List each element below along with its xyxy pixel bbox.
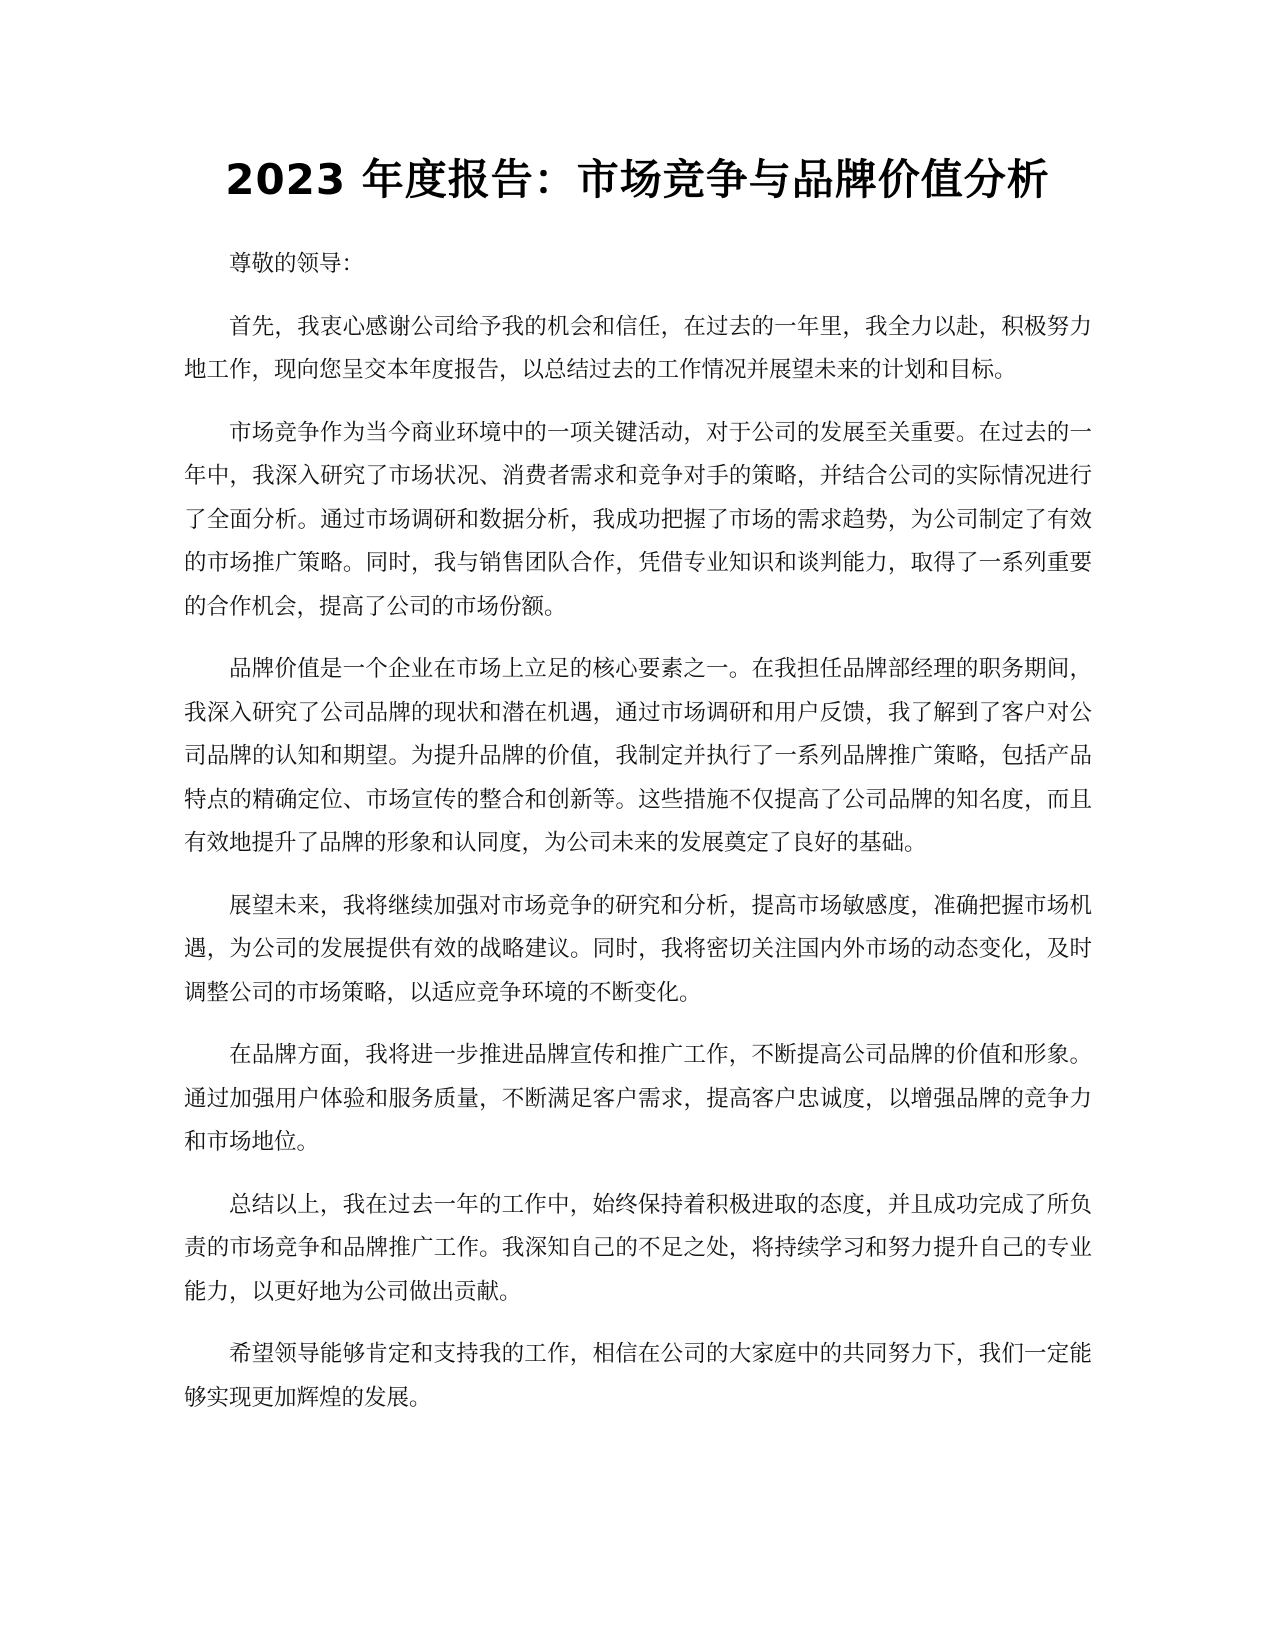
paragraph-summary: 总结以上，我在过去一年的工作中，始终保持着积极进取的态度，并且成功完成了所负责的市场竞争和品牌推广工作。我深知自己的不足之处，将持续学习和努力提升自己的专业能力，以更好地为公司做出贡献。 (184, 1191, 1092, 1305)
document-body (184, 243, 1092, 1439)
document-title: 2023 年度报告：市场竞争与品牌价值分析 (225, 155, 1050, 204)
paragraph-brand-plan: 在品牌方面，我将进一步推进品牌宣传和推广工作，不断提高公司品牌的价值和形象。通过加强用户体验和服务质量，不断满足客户需求，提高客户忠诚度，以增强品牌的竞争力和市场地位。 (184, 1042, 1092, 1155)
paragraph-outlook: 展望未来，我将继续加强对市场竞争的研究和分析，提高市场敏感度，准确把握市场机遇，为公司的发展提供有效的战略建议。同时，我将密切关注国内外市场的动态变化，及时调整公司的市场策略，以适应竞争环境的不断变化。 (184, 892, 1092, 1006)
salutation: 尊敬的领导： (229, 251, 365, 277)
paragraph-brand-value: 品牌价值是一个企业在市场上立足的核心要素之一。在我担任品牌部经理的职务期间，我深入研究了公司品牌的现状和潜在机遇，通过市场调研和用户反馈，我了解到了客户对公司品牌的认知和期望。为提升品牌的价值，我制定并执行了一系列品牌推广策略，包括产品特点的精确定位、市场宣传的整合和创新等。这些措施不仅提高了公司品牌的知名度，而且有效地提升了品牌的形象和认同度，为公司未来的发展奠定了良好的基础。 (184, 656, 1092, 856)
paragraph-market-competition: 市场竞争作为当今商业环境中的一项关键活动，对于公司的发展至关重要。在过去的一年中，我深入研究了市场状况、消费者需求和竞争对手的策略，并结合公司的实际情况进行了全面分析。通过市场调研和数据分析，我成功把握了市场的需求趋势，为公司制定了有效的市场推广策略。同时，我与销售团队合作，凭借专业知识和谈判能力，取得了一系列重要的合作机会，提高了公司的市场份额。 (184, 419, 1092, 620)
paragraph-closing: 希望领导能够肯定和支持我的工作，相信在公司的大家庭中的共同努力下，我们一定能够实现更加辉煌的发展。 (184, 1341, 1092, 1411)
paragraph-gratitude: 首先，我衷心感谢公司给予我的机会和信任，在过去的一年里，我全力以赴，积极努力地工作，现向您呈交本年度报告，以总结过去的工作情况并展望未来的计划和目标。 (184, 313, 1092, 383)
